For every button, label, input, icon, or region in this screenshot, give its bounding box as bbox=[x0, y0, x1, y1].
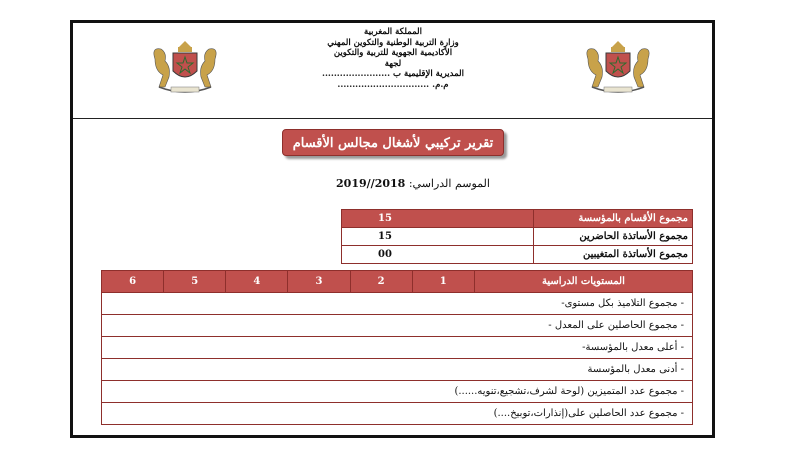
levels-header-label: المستويات الدراسية bbox=[474, 271, 692, 293]
summary-row bbox=[342, 246, 693, 264]
table-row bbox=[102, 359, 693, 381]
summary-label: مجموع الأساتذة المتغيبين bbox=[534, 246, 693, 264]
table-row-label: - مجموع التلاميذ بكل مستوى- bbox=[102, 293, 693, 315]
document-header bbox=[73, 23, 712, 119]
school-year-value: 2018//2019 bbox=[336, 177, 406, 190]
table-row bbox=[102, 381, 693, 403]
document-page bbox=[70, 20, 715, 438]
summary-value: 15 bbox=[342, 210, 534, 228]
header-line-region: لجهة bbox=[384, 58, 402, 69]
header-dots-1: ....................... bbox=[322, 69, 391, 79]
level-column-header: 1 bbox=[412, 271, 474, 293]
report-title: تقرير تركيبي لأشغال مجالس الأقسام bbox=[282, 129, 504, 156]
coat-of-arms-icon bbox=[578, 37, 658, 99]
table-row bbox=[102, 337, 693, 359]
summary-label: مجموع الأساتذة الحاضرين bbox=[534, 228, 693, 246]
table-row bbox=[102, 315, 693, 337]
table-row-label: - مجموع عدد المتميزين (لوحة لشرف،تشجيع،تنويه......) bbox=[102, 381, 693, 403]
levels-header-row bbox=[102, 271, 693, 293]
table-row-label: - مجموع الحاصلين على المعدل - bbox=[102, 315, 693, 337]
coat-of-arms-icon bbox=[145, 37, 225, 99]
table-row-label: - أعلى معدل بالمؤسسة- bbox=[102, 337, 693, 359]
summary-table bbox=[341, 209, 693, 264]
level-column-header: 6 bbox=[102, 271, 164, 293]
table-row-label: - مجموع عدد الحاصلين على(إنذارات،توبيخ....) bbox=[102, 403, 693, 425]
school-year-label: الموسم الدراسي: bbox=[408, 177, 490, 190]
levels-table bbox=[101, 270, 693, 425]
header-line-directorate: المديرية الإقليمية ب bbox=[393, 69, 464, 79]
summary-value: 00 bbox=[342, 246, 534, 264]
header-institution-lines bbox=[303, 27, 483, 90]
table-row bbox=[102, 403, 693, 425]
summary-row bbox=[342, 210, 693, 228]
header-line-kingdom: المملكة المغربية bbox=[364, 27, 422, 37]
summary-value: 15 bbox=[342, 228, 534, 246]
header-line-ministry: وزارة التربية الوطنية والتكوين المهني bbox=[327, 37, 459, 48]
summary-label: مجموع الأقسام بالمؤسسة bbox=[534, 210, 693, 228]
header-line-academy: الأكاديمية الجهوية للتربية والتكوين bbox=[333, 48, 453, 58]
level-column-header: 2 bbox=[350, 271, 412, 293]
header-line-school: م.م. bbox=[432, 79, 449, 90]
level-column-header: 5 bbox=[164, 271, 226, 293]
summary-row bbox=[342, 228, 693, 246]
table-row bbox=[102, 293, 693, 315]
school-year-line bbox=[313, 177, 513, 190]
table-row-label: - أدنى معدل بالمؤسسة bbox=[102, 359, 693, 381]
level-column-header: 3 bbox=[288, 271, 350, 293]
level-column-header: 4 bbox=[226, 271, 288, 293]
header-dots-2: ............................... bbox=[337, 79, 430, 90]
